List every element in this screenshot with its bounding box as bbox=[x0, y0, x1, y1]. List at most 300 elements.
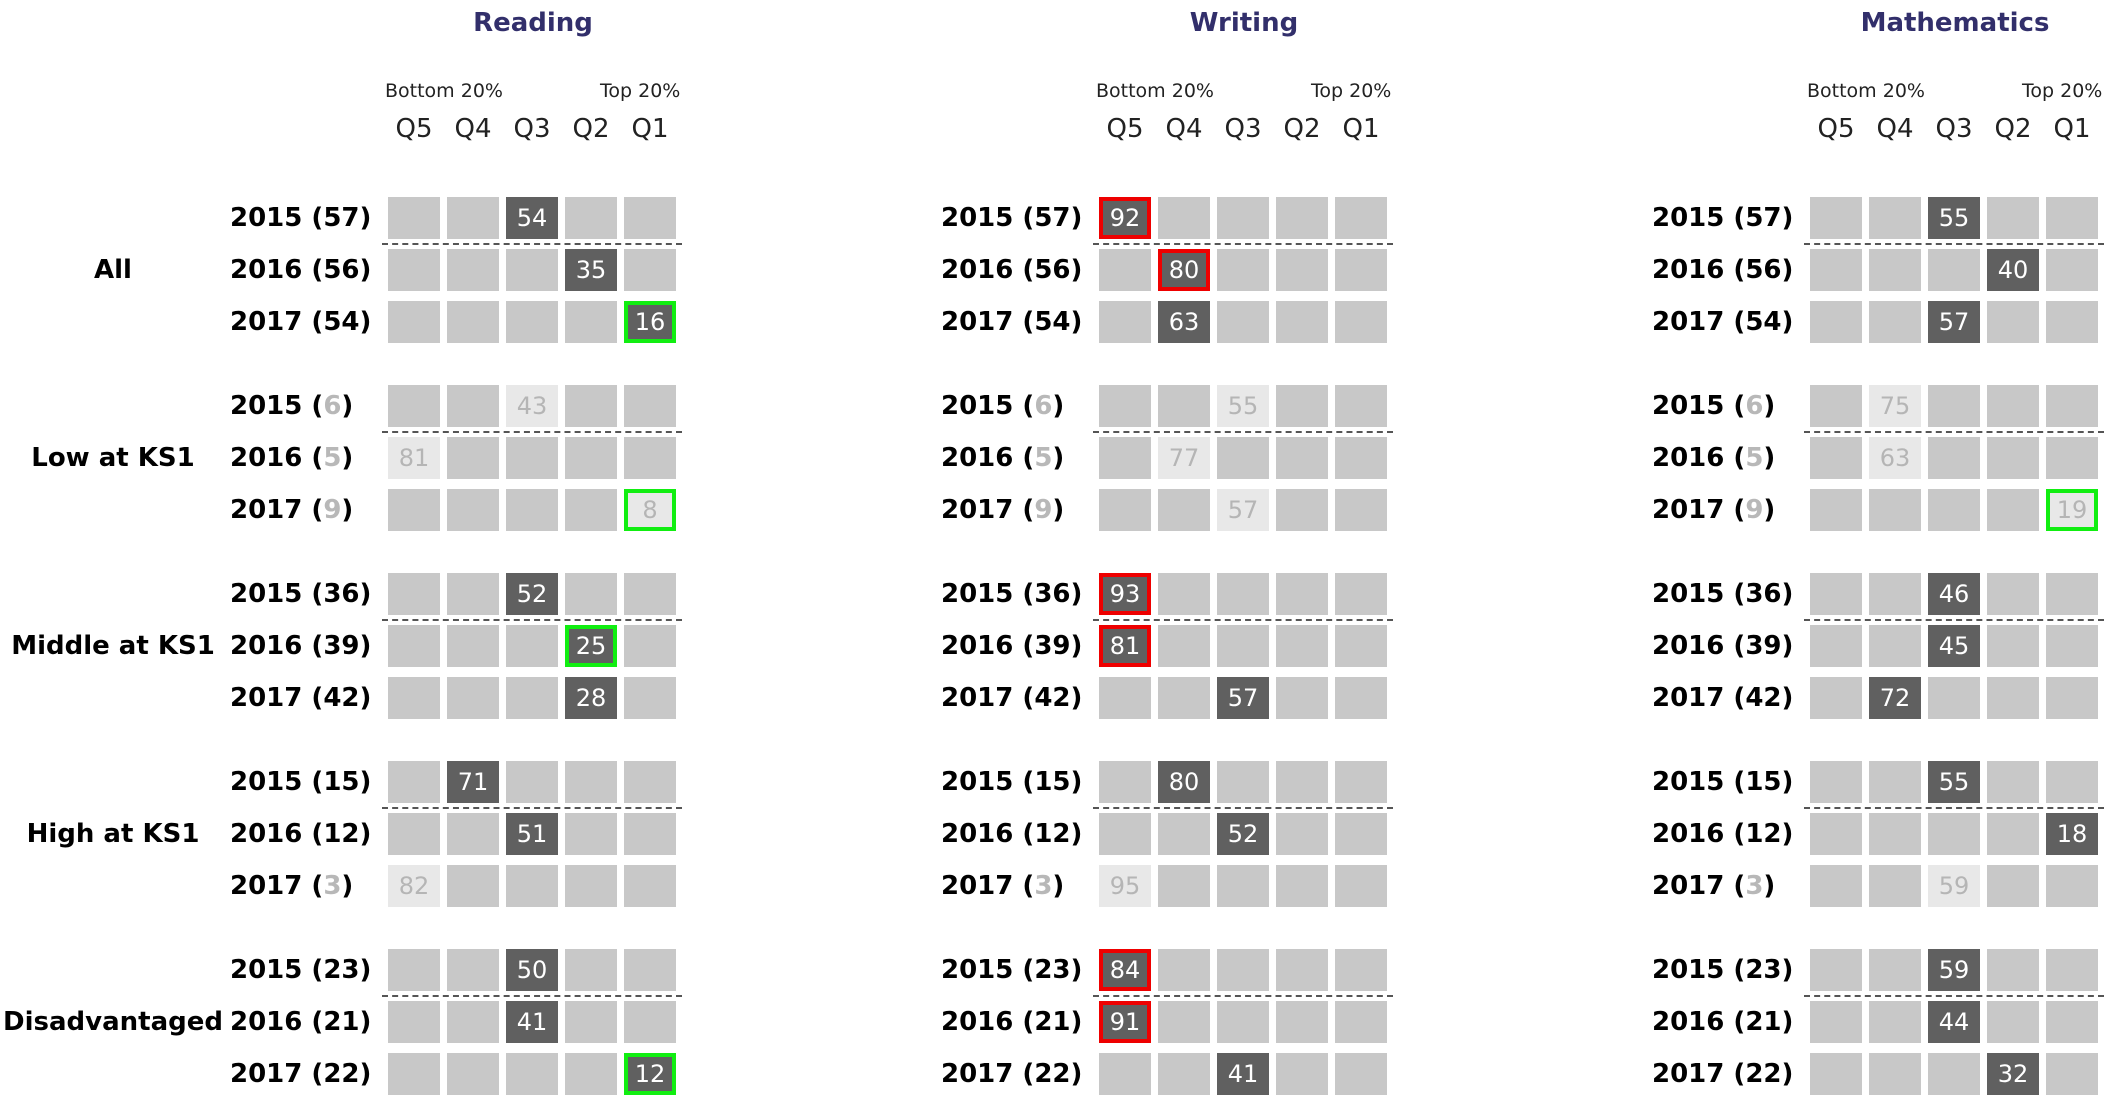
cohort-count: 5 bbox=[1745, 443, 1764, 473]
heatmap-cell bbox=[1810, 573, 1862, 615]
heatmap-cell bbox=[388, 249, 440, 291]
heatmap-cell bbox=[1869, 625, 1921, 667]
cell-value: 57 bbox=[1938, 308, 1970, 336]
year-label: 2015 (57) bbox=[941, 203, 1083, 233]
cohort-count: 15 bbox=[323, 767, 360, 797]
heatmap-cell bbox=[624, 249, 676, 291]
quintile-header: Q5 bbox=[395, 114, 433, 144]
year-label: 2015 (36) bbox=[1652, 579, 1794, 609]
heatmap-cell bbox=[1869, 437, 1921, 479]
heatmap-cell bbox=[447, 1053, 499, 1095]
heatmap-cell bbox=[1869, 865, 1921, 907]
quintile-header: Q1 bbox=[1342, 114, 1380, 144]
cohort-count: 39 bbox=[323, 631, 360, 661]
heatmap-cell bbox=[1276, 677, 1328, 719]
cohort-count: 3 bbox=[323, 871, 342, 901]
year-label: 2017 (54) bbox=[1652, 307, 1794, 337]
heatmap-cell bbox=[1810, 1001, 1862, 1043]
heatmap-cell bbox=[1158, 949, 1210, 991]
heatmap-cell bbox=[1928, 489, 1980, 531]
heatmap-cell bbox=[2046, 949, 2098, 991]
cell-value: 41 bbox=[516, 1008, 548, 1036]
row-separator bbox=[1804, 619, 2104, 621]
cell-value: 41 bbox=[1227, 1060, 1259, 1088]
panel-title: Reading bbox=[473, 8, 593, 38]
year-label: 2017 (54) bbox=[230, 307, 372, 337]
heatmap-cell bbox=[447, 573, 499, 615]
heatmap-cell bbox=[1276, 813, 1328, 855]
year-label: 2015 (57) bbox=[1652, 203, 1794, 233]
heatmap-cell bbox=[506, 437, 558, 479]
cohort-count: 54 bbox=[323, 307, 360, 337]
heatmap-cell bbox=[1276, 625, 1328, 667]
heatmap-cell bbox=[1335, 625, 1387, 667]
heatmap-cell bbox=[1928, 573, 1980, 615]
heatmap-cell bbox=[2046, 761, 2098, 803]
heatmap-cell bbox=[1987, 865, 2039, 907]
heatmap-cell bbox=[624, 385, 676, 427]
year-label: 2016 (12) bbox=[941, 819, 1083, 849]
row-separator bbox=[1804, 431, 2104, 433]
heatmap-cell bbox=[388, 1001, 440, 1043]
heatmap-cell bbox=[565, 625, 617, 667]
cell-value: 50 bbox=[516, 956, 548, 984]
heatmap-cell bbox=[447, 813, 499, 855]
heatmap-cell bbox=[1099, 437, 1151, 479]
cohort-count: 42 bbox=[1034, 683, 1071, 713]
heatmap-cell bbox=[388, 489, 440, 531]
heatmap-cell bbox=[506, 865, 558, 907]
heatmap-cell bbox=[506, 301, 558, 343]
cohort-count: 22 bbox=[323, 1059, 360, 1089]
bottom-20-label: Bottom 20% bbox=[1096, 80, 1214, 102]
heatmap-cell bbox=[1928, 1053, 1980, 1095]
heatmap-cell bbox=[1276, 865, 1328, 907]
year-label: 2016 (56) bbox=[941, 255, 1083, 285]
heatmap-cell bbox=[1335, 1053, 1387, 1095]
cell-value: 52 bbox=[1227, 820, 1259, 848]
heatmap-cell bbox=[1810, 437, 1862, 479]
heatmap-cell bbox=[1928, 197, 1980, 239]
year-label: 2015 (6) bbox=[941, 391, 1065, 421]
heatmap-cell bbox=[624, 573, 676, 615]
cohort-count: 9 bbox=[323, 495, 342, 525]
cell-value: 52 bbox=[516, 580, 548, 608]
heatmap-cell bbox=[1158, 385, 1210, 427]
year-label: 2015 (15) bbox=[230, 767, 372, 797]
heatmap-cell bbox=[1099, 385, 1151, 427]
row-separator bbox=[382, 243, 682, 245]
heatmap-cell bbox=[1335, 489, 1387, 531]
heatmap-cell bbox=[1276, 761, 1328, 803]
quintile-header: Q2 bbox=[1283, 114, 1321, 144]
heatmap-cell bbox=[447, 677, 499, 719]
heatmap-cell bbox=[1276, 385, 1328, 427]
top-20-label: Top 20% bbox=[1311, 80, 1392, 102]
heatmap-cell bbox=[506, 1053, 558, 1095]
year-label: 2016 (39) bbox=[941, 631, 1083, 661]
heatmap-cell bbox=[565, 677, 617, 719]
cell-value: 18 bbox=[2056, 820, 2088, 848]
heatmap-cell bbox=[1335, 1001, 1387, 1043]
heatmap-cell bbox=[1810, 197, 1862, 239]
heatmap-cell bbox=[1987, 437, 2039, 479]
year-label: 2015 (23) bbox=[230, 955, 372, 985]
cell-value: 25 bbox=[575, 632, 607, 660]
year-label: 2015 (36) bbox=[941, 579, 1083, 609]
cohort-count: 12 bbox=[1745, 819, 1782, 849]
heatmap-cell bbox=[565, 437, 617, 479]
heatmap-cell bbox=[2046, 385, 2098, 427]
cohort-count: 3 bbox=[1745, 871, 1764, 901]
heatmap-cell bbox=[1987, 813, 2039, 855]
heatmap-cell bbox=[388, 625, 440, 667]
row-separator bbox=[1804, 807, 2104, 809]
heatmap-cell bbox=[1158, 249, 1210, 291]
heatmap-cell bbox=[1217, 301, 1269, 343]
heatmap-cell bbox=[2046, 301, 2098, 343]
heatmap-cell bbox=[1869, 489, 1921, 531]
heatmap-cell bbox=[447, 197, 499, 239]
heatmap-cell bbox=[1335, 385, 1387, 427]
heatmap-cell bbox=[1810, 1053, 1862, 1095]
cohort-count: 6 bbox=[1745, 391, 1764, 421]
heatmap-cell bbox=[1276, 437, 1328, 479]
group-label: Disadvantaged bbox=[3, 1007, 223, 1037]
heatmap-cell bbox=[624, 677, 676, 719]
heatmap-cell bbox=[2046, 1001, 2098, 1043]
heatmap-cell bbox=[2046, 677, 2098, 719]
heatmap-cell bbox=[565, 813, 617, 855]
heatmap-cell bbox=[1810, 625, 1862, 667]
heatmap-cell bbox=[1099, 1053, 1151, 1095]
quintile-header: Q5 bbox=[1817, 114, 1855, 144]
year-label: 2017 (9) bbox=[230, 495, 354, 525]
row-separator bbox=[1804, 995, 2104, 997]
row-separator bbox=[1804, 243, 2104, 245]
heatmap-cell bbox=[1276, 573, 1328, 615]
quintile-header: Q3 bbox=[1935, 114, 1973, 144]
heatmap-cell bbox=[2046, 249, 2098, 291]
cell-value: 8 bbox=[642, 496, 658, 524]
heatmap-cell bbox=[565, 949, 617, 991]
heatmap-cell bbox=[447, 489, 499, 531]
year-label: 2017 (42) bbox=[1652, 683, 1794, 713]
row-separator bbox=[1093, 995, 1393, 997]
heatmap-cell bbox=[506, 625, 558, 667]
heatmap-cell bbox=[624, 1001, 676, 1043]
heatmap-cell bbox=[624, 813, 676, 855]
cohort-count: 12 bbox=[323, 819, 360, 849]
heatmap-cell bbox=[1928, 625, 1980, 667]
heatmap-cell bbox=[1869, 949, 1921, 991]
cohort-count: 39 bbox=[1745, 631, 1782, 661]
quintile-header: Q5 bbox=[1106, 114, 1144, 144]
heatmap-cell bbox=[1869, 813, 1921, 855]
year-label: 2017 (42) bbox=[941, 683, 1083, 713]
heatmap-cell bbox=[624, 301, 676, 343]
heatmap-cell bbox=[1869, 1001, 1921, 1043]
row-separator bbox=[1093, 807, 1393, 809]
heatmap-cell bbox=[1276, 301, 1328, 343]
row-separator bbox=[382, 431, 682, 433]
heatmap-cell bbox=[1810, 301, 1862, 343]
year-label: 2017 (42) bbox=[230, 683, 372, 713]
row-separator bbox=[382, 995, 682, 997]
heatmap-cell bbox=[1217, 573, 1269, 615]
cell-value: 45 bbox=[1938, 632, 1970, 660]
row-separator bbox=[382, 619, 682, 621]
heatmap-cell bbox=[1335, 301, 1387, 343]
bottom-20-label: Bottom 20% bbox=[1807, 80, 1925, 102]
heatmap-cell bbox=[1928, 249, 1980, 291]
cohort-count: 21 bbox=[1745, 1007, 1782, 1037]
year-label: 2016 (12) bbox=[1652, 819, 1794, 849]
heatmap-cell bbox=[2046, 813, 2098, 855]
heatmap-cell bbox=[1158, 677, 1210, 719]
cohort-count: 23 bbox=[1745, 955, 1782, 985]
heatmap-cell bbox=[2046, 489, 2098, 531]
heatmap-cell bbox=[1335, 573, 1387, 615]
heatmap-cell bbox=[1099, 489, 1151, 531]
heatmap-cell bbox=[565, 385, 617, 427]
heatmap-cell bbox=[1810, 949, 1862, 991]
quintile-header: Q1 bbox=[2053, 114, 2091, 144]
heatmap-cell bbox=[388, 573, 440, 615]
heatmap-cell bbox=[1099, 1001, 1151, 1043]
panel-title: Mathematics bbox=[1860, 8, 2050, 38]
heatmap-cell bbox=[447, 625, 499, 667]
cell-value: 55 bbox=[1227, 392, 1259, 420]
heatmap-cell bbox=[624, 1053, 676, 1095]
heatmap-cell bbox=[1987, 949, 2039, 991]
heatmap-cell bbox=[388, 677, 440, 719]
cell-value: 91 bbox=[1109, 1008, 1141, 1036]
heatmap-cell bbox=[506, 249, 558, 291]
year-label: 2017 (54) bbox=[941, 307, 1083, 337]
year-label: 2017 (3) bbox=[941, 871, 1065, 901]
cell-value: 63 bbox=[1168, 308, 1200, 336]
heatmap-cell bbox=[1928, 949, 1980, 991]
year-label: 2017 (3) bbox=[1652, 871, 1776, 901]
heatmap-cell bbox=[2046, 573, 2098, 615]
heatmap-cell bbox=[624, 625, 676, 667]
cell-value: 77 bbox=[1168, 444, 1200, 472]
heatmap-cell bbox=[1276, 1053, 1328, 1095]
heatmap-cell bbox=[1099, 573, 1151, 615]
cell-value: 59 bbox=[1938, 956, 1970, 984]
heatmap-cell bbox=[506, 761, 558, 803]
heatmap-cell bbox=[1987, 573, 2039, 615]
heatmap-cell bbox=[1987, 1053, 2039, 1095]
year-label: 2015 (36) bbox=[230, 579, 372, 609]
heatmap-cell bbox=[447, 385, 499, 427]
heatmap-cell bbox=[388, 437, 440, 479]
heatmap-cell bbox=[1928, 1001, 1980, 1043]
cohort-count: 36 bbox=[1034, 579, 1071, 609]
cell-value: 57 bbox=[1227, 496, 1259, 524]
year-label: 2016 (21) bbox=[230, 1007, 372, 1037]
heatmap-cell bbox=[1158, 301, 1210, 343]
row-separator bbox=[1093, 431, 1393, 433]
heatmap-cell bbox=[388, 761, 440, 803]
heatmap-cell bbox=[1099, 865, 1151, 907]
heatmap-cell bbox=[1928, 813, 1980, 855]
heatmap-cell bbox=[506, 197, 558, 239]
cell-value: 28 bbox=[575, 684, 607, 712]
heatmap-cell bbox=[506, 573, 558, 615]
cell-value: 80 bbox=[1168, 256, 1200, 284]
cohort-count: 39 bbox=[1034, 631, 1071, 661]
heatmap-cell bbox=[1217, 197, 1269, 239]
heatmap-cell bbox=[2046, 1053, 2098, 1095]
heatmap-cell bbox=[624, 489, 676, 531]
cohort-count: 15 bbox=[1034, 767, 1071, 797]
cohort-count: 56 bbox=[323, 255, 360, 285]
cohort-count: 3 bbox=[1034, 871, 1053, 901]
heatmap-cell bbox=[1217, 677, 1269, 719]
heatmap-cell bbox=[1335, 197, 1387, 239]
heatmap-cell bbox=[1335, 437, 1387, 479]
heatmap-cell bbox=[388, 197, 440, 239]
heatmap-cell bbox=[565, 573, 617, 615]
heatmap-cell bbox=[1217, 761, 1269, 803]
quintile-header: Q3 bbox=[513, 114, 551, 144]
heatmap-cell bbox=[1158, 1001, 1210, 1043]
group-label: All bbox=[94, 255, 132, 285]
heatmap-cell bbox=[565, 301, 617, 343]
heatmap-cell bbox=[447, 1001, 499, 1043]
cell-value: 46 bbox=[1938, 580, 1970, 608]
year-label: 2017 (22) bbox=[230, 1059, 372, 1089]
cell-value: 72 bbox=[1879, 684, 1911, 712]
cell-value: 55 bbox=[1938, 768, 1970, 796]
quintile-header: Q2 bbox=[1994, 114, 2032, 144]
heatmap-cell bbox=[388, 385, 440, 427]
cohort-count: 56 bbox=[1745, 255, 1782, 285]
heatmap-cell bbox=[388, 1053, 440, 1095]
cohort-count: 57 bbox=[1745, 203, 1782, 233]
year-label: 2017 (9) bbox=[1652, 495, 1776, 525]
quintile-header: Q4 bbox=[1165, 114, 1203, 144]
heatmap-cell bbox=[1869, 761, 1921, 803]
heatmap-cell bbox=[1217, 625, 1269, 667]
heatmap-cell bbox=[1099, 813, 1151, 855]
heatmap-cell bbox=[1158, 1053, 1210, 1095]
year-label: 2016 (21) bbox=[1652, 1007, 1794, 1037]
cell-value: 54 bbox=[516, 204, 548, 232]
cohort-count: 12 bbox=[1034, 819, 1071, 849]
heatmap-cell bbox=[506, 813, 558, 855]
year-label: 2015 (23) bbox=[1652, 955, 1794, 985]
heatmap-cell bbox=[624, 949, 676, 991]
cohort-count: 6 bbox=[323, 391, 342, 421]
heatmap-cell bbox=[1158, 865, 1210, 907]
heatmap-cell bbox=[447, 761, 499, 803]
cohort-count: 15 bbox=[1745, 767, 1782, 797]
heatmap-cell bbox=[506, 1001, 558, 1043]
cell-value: 81 bbox=[1109, 632, 1141, 660]
year-label: 2016 (56) bbox=[230, 255, 372, 285]
heatmap-cell bbox=[506, 489, 558, 531]
heatmap-cell bbox=[1276, 1001, 1328, 1043]
heatmap-cell bbox=[565, 197, 617, 239]
heatmap-cell bbox=[1869, 301, 1921, 343]
cell-value: 40 bbox=[1997, 256, 2029, 284]
heatmap-cell bbox=[1217, 437, 1269, 479]
heatmap-cell bbox=[1810, 813, 1862, 855]
heatmap-cell bbox=[2046, 865, 2098, 907]
year-label: 2017 (9) bbox=[941, 495, 1065, 525]
cohort-count: 42 bbox=[1745, 683, 1782, 713]
heatmap-cell bbox=[1276, 949, 1328, 991]
heatmap-cell bbox=[624, 761, 676, 803]
heatmap-cell bbox=[1217, 949, 1269, 991]
cell-value: 12 bbox=[634, 1060, 666, 1088]
cell-value: 44 bbox=[1938, 1008, 1970, 1036]
heatmap-cell bbox=[1099, 761, 1151, 803]
heatmap-cell bbox=[1335, 949, 1387, 991]
quintile-header: Q2 bbox=[572, 114, 610, 144]
year-label: 2016 (39) bbox=[1652, 631, 1794, 661]
year-label: 2015 (6) bbox=[1652, 391, 1776, 421]
heatmap-cell bbox=[1217, 813, 1269, 855]
year-label: 2016 (5) bbox=[941, 443, 1065, 473]
year-label: 2015 (15) bbox=[941, 767, 1083, 797]
group-label: High at KS1 bbox=[26, 819, 200, 849]
heatmap-cell bbox=[1987, 625, 2039, 667]
heatmap-cell bbox=[1158, 489, 1210, 531]
heatmap-cell bbox=[1928, 301, 1980, 343]
cohort-count: 22 bbox=[1034, 1059, 1071, 1089]
year-label: 2016 (21) bbox=[941, 1007, 1083, 1037]
cell-value: 93 bbox=[1109, 580, 1141, 608]
heatmap-cell bbox=[1276, 249, 1328, 291]
heatmap-cell bbox=[1810, 249, 1862, 291]
heatmap-cell bbox=[1869, 385, 1921, 427]
heatmap-cell bbox=[624, 197, 676, 239]
heatmap-cell bbox=[1217, 1001, 1269, 1043]
cohort-count: 57 bbox=[1034, 203, 1071, 233]
top-20-label: Top 20% bbox=[600, 80, 681, 102]
heatmap-cell bbox=[565, 489, 617, 531]
cohort-count: 6 bbox=[1034, 391, 1053, 421]
heatmap-cell bbox=[1987, 761, 2039, 803]
heatmap-cell bbox=[565, 761, 617, 803]
heatmap-cell bbox=[1217, 865, 1269, 907]
cohort-count: 36 bbox=[1745, 579, 1782, 609]
group-label: Low at KS1 bbox=[31, 443, 195, 473]
heatmap-cell bbox=[447, 865, 499, 907]
heatmap-cell bbox=[565, 249, 617, 291]
year-label: 2015 (15) bbox=[1652, 767, 1794, 797]
cohort-count: 36 bbox=[323, 579, 360, 609]
heatmap-cell bbox=[1987, 249, 2039, 291]
heatmap-cell bbox=[2046, 437, 2098, 479]
cohort-count: 42 bbox=[323, 683, 360, 713]
cell-value: 57 bbox=[1227, 684, 1259, 712]
heatmap-cell bbox=[1869, 677, 1921, 719]
cohort-count: 21 bbox=[323, 1007, 360, 1037]
quintile-header: Q3 bbox=[1224, 114, 1262, 144]
heatmap-cell bbox=[1869, 1053, 1921, 1095]
heatmap-cell bbox=[1810, 385, 1862, 427]
heatmap-cell bbox=[1928, 437, 1980, 479]
top-20-label: Top 20% bbox=[2022, 80, 2103, 102]
heatmap-cell bbox=[2046, 625, 2098, 667]
heatmap-cell bbox=[1335, 813, 1387, 855]
cell-value: 32 bbox=[1997, 1060, 2029, 1088]
